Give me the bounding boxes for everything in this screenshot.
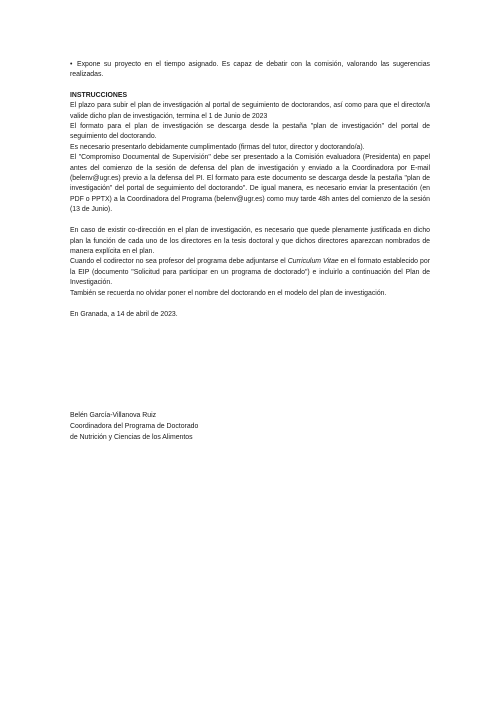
instruction-signatures: Es necesario presentarlo debidamente cumplimentado (firmas del tutor, director y doctorando/a).	[70, 143, 365, 151]
bullet-item	[70, 60, 430, 81]
codirector-paragraph	[70, 257, 430, 288]
codirector-text-post: en el formato establecido por la EIP (documento "Solicitud para participar en un programa de doctorado") e incluirlo a continuación del Plan de Investigación.	[70, 258, 430, 287]
document-body	[70, 60, 430, 320]
signatory-role: Coordinadora del Programa de Doctorado	[70, 423, 199, 431]
reminder-paragraph: También se recuerda no olvidar poner el nombre del doctorando en el modelo del plan de investigación.	[70, 289, 387, 297]
instruction-deadline: El plazo para subir el plan de investigación al portal de seguimiento de doctorandos, así como para que el director/a valide dicho plan de investigación, termina el 1 de Junio de 2023	[70, 102, 430, 120]
curriculum-vitae-term: Curriculum Vitae	[287, 258, 339, 266]
codirector-text-pre: Cuando el codirector no sea profesor del programa debe adjuntarse el	[70, 258, 288, 266]
bullet-icon: •	[70, 61, 73, 68]
place-date: En Granada, a 14 de abril de 2023.	[70, 310, 178, 318]
signatory-name: Belén García-Villanova Ruiz	[70, 412, 157, 419]
instruction-compromiso: El "Compromiso Documental de Supervisión" debe ser presentado a la Comisión evaluadora (Presidenta) en papel antes del comienzo de la sesión de defensa del plan de investigación y enviado a la Coordinadora por E-mail (belenv@ugr.es) previo a la defensa del PI. El formato para este documento se descarga desde la pestaña "plan de investigación" del portal de seguimiento del doctorando". De igual manera, es necesario enviar la presentación (en PDF o PPTX) a la Coordinadora del Programa (belenv@ugr.es) como muy tarde 48h antes del comienzo de la sesión (13 de Junio).	[70, 154, 430, 214]
signatory-program: de Nutrición y Ciencias de los Alimentos	[70, 434, 193, 442]
bullet-text: Expone su proyecto en el tiempo asignado. Es capaz de debatir con la comisión, valorando las sugerencias realizadas.	[70, 61, 430, 79]
signature-block	[70, 410, 430, 444]
codireccion-paragraph: En caso de existir co-dirección en el plan de investigación, es necesario que quede plenamente justificada en dicho plan la función de cada uno de los directores en la tesis doctoral y que dichos directores aparezcan nombrados de manera explícita en el plan.	[70, 227, 430, 255]
instruction-format: El formato para el plan de investigación se descarga desde la pestaña "plan de investigación" del portal de seguimiento del doctorando.	[70, 123, 430, 141]
section-heading: INSTRUCCIONES	[70, 91, 128, 99]
